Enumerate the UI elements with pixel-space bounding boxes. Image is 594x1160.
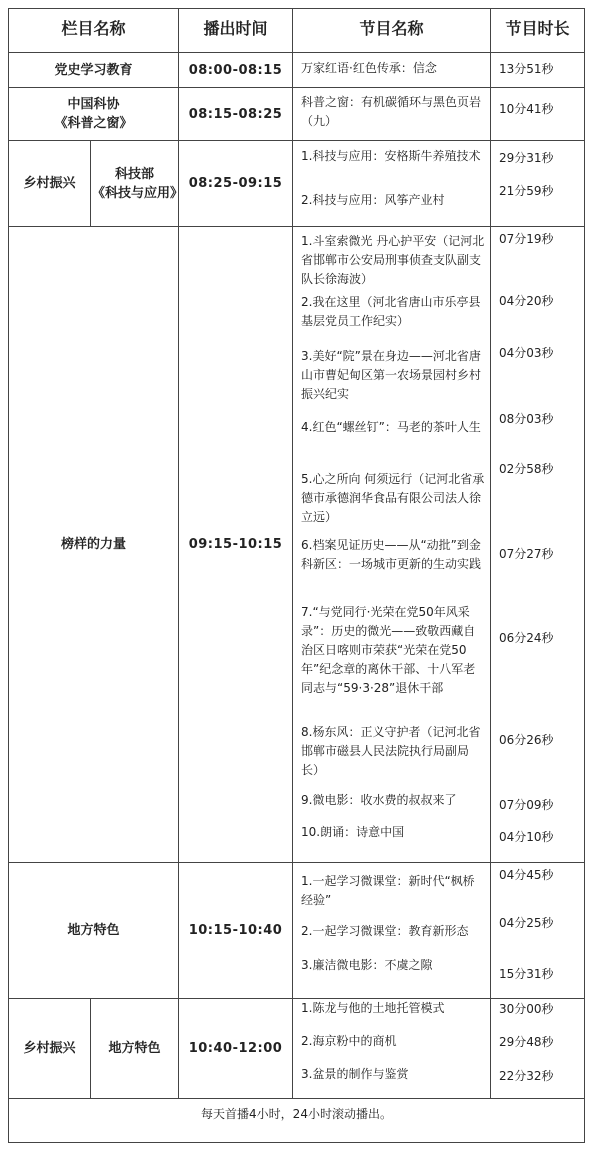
footer-row xyxy=(9,1099,585,1143)
duration-item: 15分31秒 xyxy=(499,967,554,981)
table-row xyxy=(9,227,585,863)
program-item: 2.科技与应用：风筝产业村 xyxy=(301,193,445,207)
duration-item: 04分45秒 xyxy=(499,868,554,882)
column-name xyxy=(9,88,179,141)
duration-item: 29分31秒 xyxy=(499,151,554,165)
program-item: 8.杨东风：正义守护者（记河北省邯郸市磁县人民法院执行局副局长） xyxy=(301,725,481,777)
header-column: 栏目名称 xyxy=(9,9,179,53)
duration-item: 30分00秒 xyxy=(499,1002,554,1016)
program-cell xyxy=(293,53,491,88)
program-item: 1.一起学习微课堂：新时代“枫桥经验” xyxy=(301,874,475,907)
duration-item: 04分10秒 xyxy=(499,830,554,844)
column-line: 科技部 《科技与应用》 xyxy=(92,166,184,201)
column-name: 地方特色 xyxy=(9,863,179,999)
program-item: 科普之窗：有机碳循环与黑色页岩（九） xyxy=(301,95,482,128)
program-item: 1.陈龙与他的土地托管模式 xyxy=(301,1001,445,1015)
footer-note: 每天首播4小时，24小时滚动播出。 xyxy=(9,1099,585,1143)
program-item: 1.科技与应用：安格斯牛养殖技术 xyxy=(301,149,481,163)
program-item: 万家红语·红色传承：信念 xyxy=(301,61,437,75)
column-name: 乡村振兴 xyxy=(9,999,91,1099)
duration-item: 04分25秒 xyxy=(499,916,554,930)
duration-item: 06分24秒 xyxy=(499,631,554,645)
air-time: 09:15-10:15 xyxy=(179,227,293,863)
program-item: 10.朗诵：诗意中国 xyxy=(301,825,405,839)
program-cell xyxy=(293,863,491,999)
header-time: 播出时间 xyxy=(179,9,293,53)
table-row xyxy=(9,141,585,227)
duration-item: 08分03秒 xyxy=(499,412,554,426)
table-row xyxy=(9,53,585,88)
program-item: 1.斗室索微光 丹心护平安（记河北省邯郸市公安局刑事侦查支队副支队长徐海波） xyxy=(301,234,485,286)
program-item: 4.红色“螺丝钉”：马老的茶叶人生 xyxy=(301,420,481,434)
duration-cell xyxy=(491,53,585,88)
program-cell xyxy=(293,88,491,141)
column-name: 榜样的力量 xyxy=(9,227,179,863)
column-name: 乡村振兴 xyxy=(9,141,91,227)
column-name: 党史学习教育 xyxy=(9,53,179,88)
program-item: 2.海京粉中的商机 xyxy=(301,1034,397,1048)
duration-item: 07分27秒 xyxy=(499,547,554,561)
program-cell xyxy=(293,227,491,863)
schedule-table xyxy=(8,8,585,1143)
air-time: 08:25-09:15 xyxy=(179,141,293,227)
duration-cell xyxy=(491,88,585,141)
table-row xyxy=(9,88,585,141)
header-program: 节目名称 xyxy=(293,9,491,53)
table-row xyxy=(9,863,585,999)
air-time: 10:40-12:00 xyxy=(179,999,293,1099)
column-line: 中国科协 《科普之窗》 xyxy=(54,97,133,131)
program-item: 2.一起学习微课堂：教育新形态 xyxy=(301,924,469,938)
program-item: 5.心之所向 何须远行（记河北省承德市承德润华食品有限公司法人徐立远） xyxy=(301,472,485,524)
air-time: 08:15-08:25 xyxy=(179,88,293,141)
duration-item: 07分19秒 xyxy=(499,232,554,246)
duration-item: 07分09秒 xyxy=(499,798,554,812)
duration-item: 06分26秒 xyxy=(499,733,554,747)
program-item: 3.盆景的制作与鉴赏 xyxy=(301,1067,409,1081)
duration-cell xyxy=(491,863,585,999)
duration-cell xyxy=(491,999,585,1099)
duration-item: 21分59秒 xyxy=(499,184,554,198)
duration-cell xyxy=(491,227,585,863)
program-item: 3.廉洁微电影：不虞之隙 xyxy=(301,958,433,972)
program-item: 7.“与党同行·光荣在党50年风采录”：历史的微光——致敬西藏自治区日喀则市荣获“光荣在党50年”纪念章的离休干部、十八军老同志与“59·3·28”退休干部 xyxy=(301,605,476,695)
sub-column-name xyxy=(91,141,184,227)
program-item: 3.美好“院”景在身边——河北省唐山市曹妃甸区第一农场景园村乡村振兴纪实 xyxy=(301,349,482,401)
header-duration: 节目时长 xyxy=(491,9,585,53)
duration-item: 02分58秒 xyxy=(499,462,554,476)
sub-column-name: 地方特色 xyxy=(91,999,179,1099)
duration-item: 29分48秒 xyxy=(499,1035,554,1049)
duration-item: 22分32秒 xyxy=(499,1069,554,1083)
duration-item: 13分51秒 xyxy=(499,62,554,76)
air-time: 10:15-10:40 xyxy=(179,863,293,999)
air-time: 08:00-08:15 xyxy=(179,53,293,88)
program-item: 9.微电影：收水费的叔叔来了 xyxy=(301,793,457,807)
duration-cell xyxy=(491,141,585,227)
duration-item: 04分20秒 xyxy=(499,294,554,308)
duration-item: 04分03秒 xyxy=(499,346,554,360)
program-cell xyxy=(293,999,491,1099)
header-row xyxy=(9,9,585,53)
table-row xyxy=(9,999,585,1099)
duration-item: 10分41秒 xyxy=(499,102,554,116)
program-cell xyxy=(293,141,491,227)
program-item: 6.档案见证历史——从“动批”到金科新区：一场城市更新的生动实践 xyxy=(301,538,482,571)
program-item: 2.我在这里（河北省唐山市乐亭县基层党员工作纪实） xyxy=(301,295,481,328)
